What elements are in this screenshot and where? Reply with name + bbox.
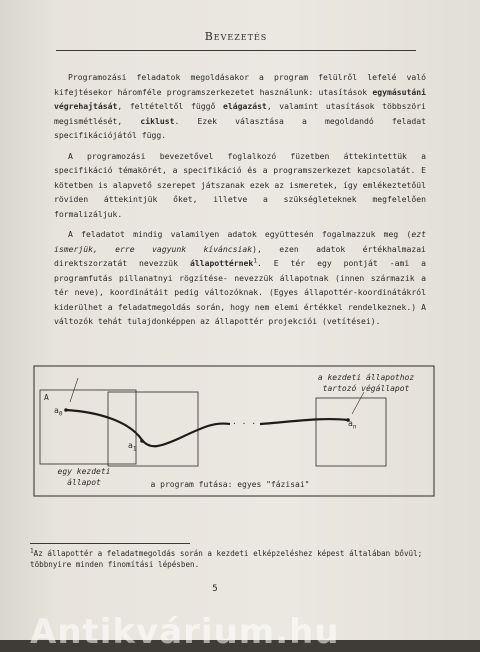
ellipsis-dots: · · ·: [232, 419, 257, 428]
p1-text-3: , valamint utasítások többszöri megismétlését,: [54, 101, 426, 126]
intermediate-state-box: [108, 392, 198, 466]
footnote-rule: [30, 543, 190, 544]
trajectory-curve: [66, 410, 230, 446]
label-an: $a_n$: [348, 419, 357, 431]
footnote-text: Az állapottér a feladatmegoldás során a kezdeti elképzeléshez képest általában bővül; többnyire minden finomítási lépésben.: [30, 549, 423, 569]
p1-bold-1: egymásutáni végrehajtását: [54, 86, 426, 111]
p3-bold-1: állapottérnek: [189, 258, 254, 268]
footnote-ref[interactable]: 1: [253, 257, 257, 265]
start-state-box: [40, 390, 136, 464]
p3-text-2: ), ezen adatok értékhalmazai direktszorzatát nevezzük: [54, 243, 426, 268]
p1-text-1: Programozási feladatok megoldásakor a program felülről lefelé való kifejtésekor háromféle programszerkezetet használunk: utasítások: [54, 72, 426, 97]
paragraph-1: [54, 70, 426, 143]
paragraph-3: [54, 227, 426, 329]
start-state-label: egy kezdeti állapot: [57, 467, 111, 487]
trajectory-curve-end: [260, 419, 348, 424]
footnote-mark: 1: [30, 547, 34, 555]
figure-caption: a program futása: egyes "fázisai": [150, 480, 310, 489]
p1-bold-3: ciklust: [140, 115, 175, 126]
point-a1: [140, 439, 144, 443]
label-a1: $a_1$: [128, 441, 137, 453]
watermark: Antikvárium.hu: [30, 612, 340, 652]
footnote: [30, 548, 450, 570]
p3-text-1: A feladatot mindig valamilyen adatok együttesén fogalmazzuk meg (: [68, 229, 412, 239]
state-space-figure: [30, 362, 440, 502]
p3-italic-1: ezt ismerjük, erre vagyunk kíváncsiak: [54, 229, 426, 254]
end-state-label: a kezdeti állapothoz tartozó végállapot: [317, 373, 415, 393]
page-number: 5: [212, 584, 218, 594]
end-label-pointer: [352, 392, 364, 414]
page-header-title: Bevezetés: [204, 30, 268, 43]
point-a0: [64, 408, 68, 412]
body-text: [54, 70, 426, 335]
p1-bold-2: elágazást: [222, 101, 267, 111]
p1-text-4: . Ezek választása a megoldandó feladat specifikációjától függ.: [54, 115, 427, 140]
p1-text-2: , feltételtől függő: [117, 101, 223, 111]
p3-text-3: . E tér egy pontját -ami a programfutás pillanatnyi rögzítése- nevezzük állapotnak (innen származik a tér neve), koordinátáit pedig változóknak. (Egyes állapottér-koordinátákról kiderülhet a feladatmegoldás során, hogy nem elemi értékkel rendelkeznek.) A változók tehát tulajdonképpen az állapottér projekciói (vetítései).: [54, 258, 426, 326]
label-a0: $a_0$: [54, 406, 63, 418]
header-rule: [56, 50, 416, 51]
paragraph-2: A programozási bevezetővel foglalkozó füzetben áttekintettük a specifikáció témakörét, a specifikáció és a programszerkezet kapcsolatát. E kötetben is alapvető szerepet játszanak ezek az ismeretek, így emlékeztetőül röviden áttekintjük őket, illetve a szükségleteknek megfelelően formalizáljuk.: [54, 150, 426, 219]
box-label-a: A: [44, 393, 49, 402]
